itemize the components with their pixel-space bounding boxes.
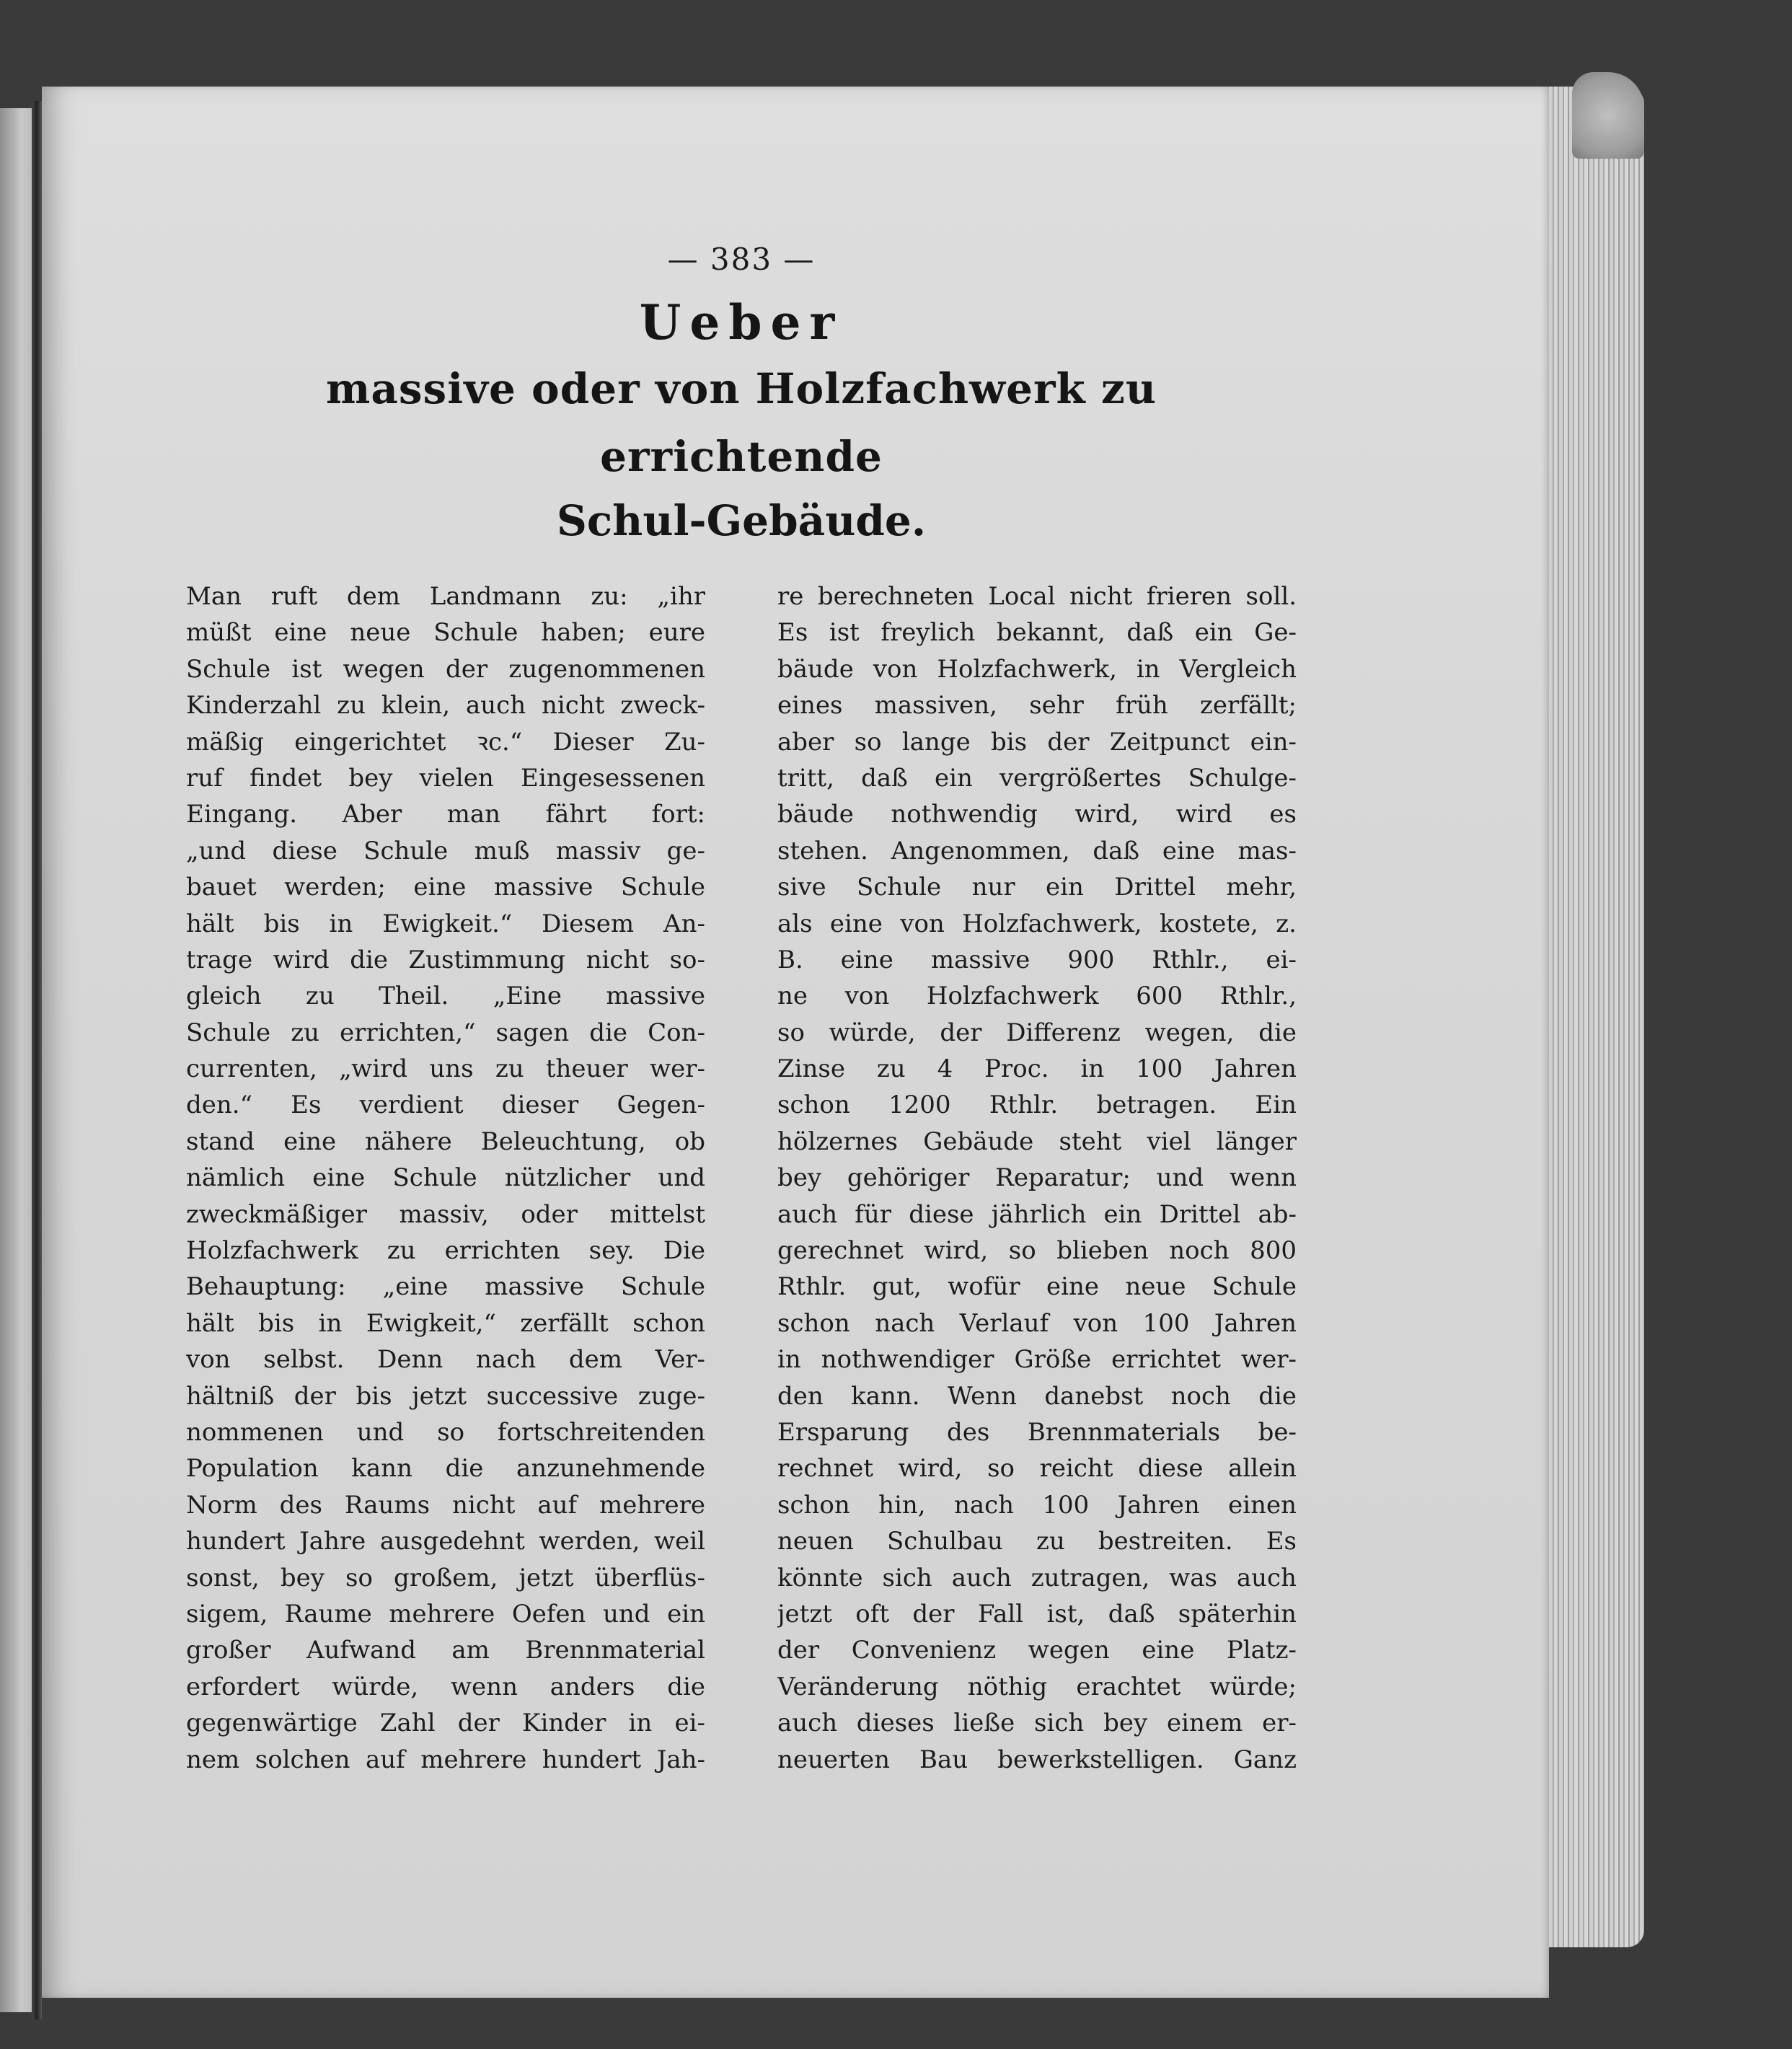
text-line: ruf findet bey vielen Eingesessenen [186, 763, 705, 793]
text-line: sigem, Raume mehrere Oefen und ein [186, 1599, 705, 1629]
title-line-2: massive oder von Holzfachwerk zu errichtende [325, 364, 1157, 481]
text-line: schon hin, nach 100 Jahren einen [777, 1490, 1297, 1520]
text-line: Eingang. Aber man fährt fort: [186, 800, 705, 829]
text-line: bauet werden; eine massive Schule [186, 873, 705, 902]
book-gutter [32, 101, 42, 2019]
text-line: auch dieses ließe sich bey einem er- [777, 1709, 1297, 1738]
text-line: müßt eine neue Schule haben; eure [186, 618, 705, 648]
text-line: Behauptung: „eine massive Schule [186, 1272, 705, 1302]
text-line: rechnet wird, so reicht diese allein [777, 1454, 1297, 1484]
worn-cover-corner [1572, 72, 1644, 159]
text-line: Ersparung des Brennmaterials be- [777, 1417, 1297, 1447]
text-line: bäude nothwendig wird, wird es [777, 800, 1297, 829]
text-line: mäßig eingerichtet ꝛc.“ Dieser Zu- [186, 727, 705, 757]
text-line: gleich zu Theil. „Eine massive [186, 982, 705, 1011]
text-line: aber so lange bis der Zeitpunct ein- [777, 727, 1297, 757]
right-column [777, 578, 1297, 1778]
text-line: großer Aufwand am Brennmaterial [186, 1636, 705, 1665]
text-line: Population kann die anzunehmende [186, 1454, 705, 1484]
text-line: hält bis in Ewigkeit,“ zerfällt schon [186, 1308, 705, 1338]
text-line: gegenwärtige Zahl der Kinder in ei- [186, 1709, 705, 1738]
text-line: neuerten Bau bewerkstelligen. Ganz [777, 1745, 1297, 1774]
text-line: der Convenienz wegen eine Platz- [777, 1636, 1297, 1665]
text-line: den.“ Es verdient dieser Gegen- [186, 1090, 705, 1120]
text-columns [186, 578, 1297, 1778]
text-line: stehen. Angenommen, daß eine mas- [777, 836, 1297, 865]
text-line: als eine von Holzfachwerk, kostete, z. [777, 909, 1297, 938]
text-line: schon 1200 Rthlr. betragen. Ein [777, 1090, 1297, 1120]
text-line: tritt, daß ein vergrößertes Schulge- [777, 763, 1297, 793]
text-line: Veränderung nöthig erachtet würde; [777, 1672, 1297, 1701]
text-line: zweckmäßiger massiv, oder mittelst [186, 1199, 705, 1229]
page-text-block [186, 242, 1297, 1778]
title-line-3: Schul-Gebäude. [556, 496, 927, 545]
text-line: in nothwendiger Größe errichtet wer- [777, 1345, 1297, 1375]
text-line: von selbst. Denn nach dem Ver- [186, 1345, 705, 1375]
text-line: „und diese Schule muß massiv ge- [186, 836, 705, 865]
text-line: nem solchen auf mehrere hundert Jah- [186, 1745, 705, 1774]
text-line: nommenen und so fortschreitenden [186, 1417, 705, 1447]
text-line: jetzt oft der Fall ist, daß späterhin [777, 1599, 1297, 1629]
text-line: hölzernes Gebäude steht viel länger [777, 1127, 1297, 1156]
text-line: trage wird die Zustimmung nicht so- [186, 945, 705, 974]
text-line: schon nach Verlauf von 100 Jahren [777, 1308, 1297, 1338]
text-line: bäude von Holzfachwerk, in Vergleich [777, 654, 1297, 684]
text-line: hundert Jahre ausgedehnt werden, weil [186, 1527, 705, 1556]
text-line: ne von Holzfachwerk 600 Rthlr., [777, 982, 1297, 1011]
text-line: stand eine nähere Beleuchtung, ob [186, 1127, 705, 1156]
left-column [186, 578, 705, 1778]
text-line: Holzfachwerk zu errichten sey. Die [186, 1236, 705, 1266]
previous-page-edge [0, 108, 36, 2012]
text-line: eines massiven, sehr früh zerfällt; [777, 691, 1297, 721]
text-line: sonst, bey so großem, jetzt überflüs- [186, 1563, 705, 1592]
text-line: Schule zu errichten,“ sagen die Con- [186, 1018, 705, 1047]
text-line: erfordert würde, wenn anders die [186, 1672, 705, 1701]
text-line: Schule ist wegen der zugenommenen [186, 654, 705, 684]
text-line: Norm des Raums nicht auf mehrere [186, 1490, 705, 1520]
text-line: Rthlr. gut, wofür eine neue Schule [777, 1272, 1297, 1302]
text-line: re berechneten Local nicht frieren soll. [777, 582, 1297, 611]
text-line: könnte sich auch zutragen, was auch [777, 1563, 1297, 1592]
book-page [42, 87, 1549, 1998]
text-line: hält bis in Ewigkeit.“ Diesem An- [186, 909, 705, 938]
page-number: — 383 — [667, 242, 816, 277]
text-line: sive Schule nur ein Drittel mehr, [777, 873, 1297, 902]
text-line: B. eine massive 900 Rthlr., ei- [777, 945, 1297, 974]
title-line-1: Ueber [639, 294, 844, 351]
text-line: Kinderzahl zu klein, auch nicht zweck- [186, 691, 705, 721]
text-line: Es ist freylich bekannt, daß ein Ge- [777, 618, 1297, 648]
text-line: currenten, „wird uns zu theuer wer- [186, 1054, 705, 1084]
text-line: hältniß der bis jetzt successive zuge- [186, 1381, 705, 1411]
text-line: bey gehöriger Reparatur; und wenn [777, 1163, 1297, 1193]
text-line: nämlich eine Schule nützlicher und [186, 1163, 705, 1193]
text-line: den kann. Wenn danebst noch die [777, 1381, 1297, 1411]
text-line: gerechnet wird, so blieben noch 800 [777, 1236, 1297, 1266]
text-line: Zinse zu 4 Proc. in 100 Jahren [777, 1054, 1297, 1084]
text-line: neuen Schulbau zu bestreiten. Es [777, 1527, 1297, 1556]
text-line: so würde, der Differenz wegen, die [777, 1018, 1297, 1047]
text-line: auch für diese jährlich ein Drittel ab- [777, 1199, 1297, 1229]
text-line: Man ruft dem Landmann zu: „ihr [186, 582, 705, 611]
article-title [186, 290, 1297, 551]
